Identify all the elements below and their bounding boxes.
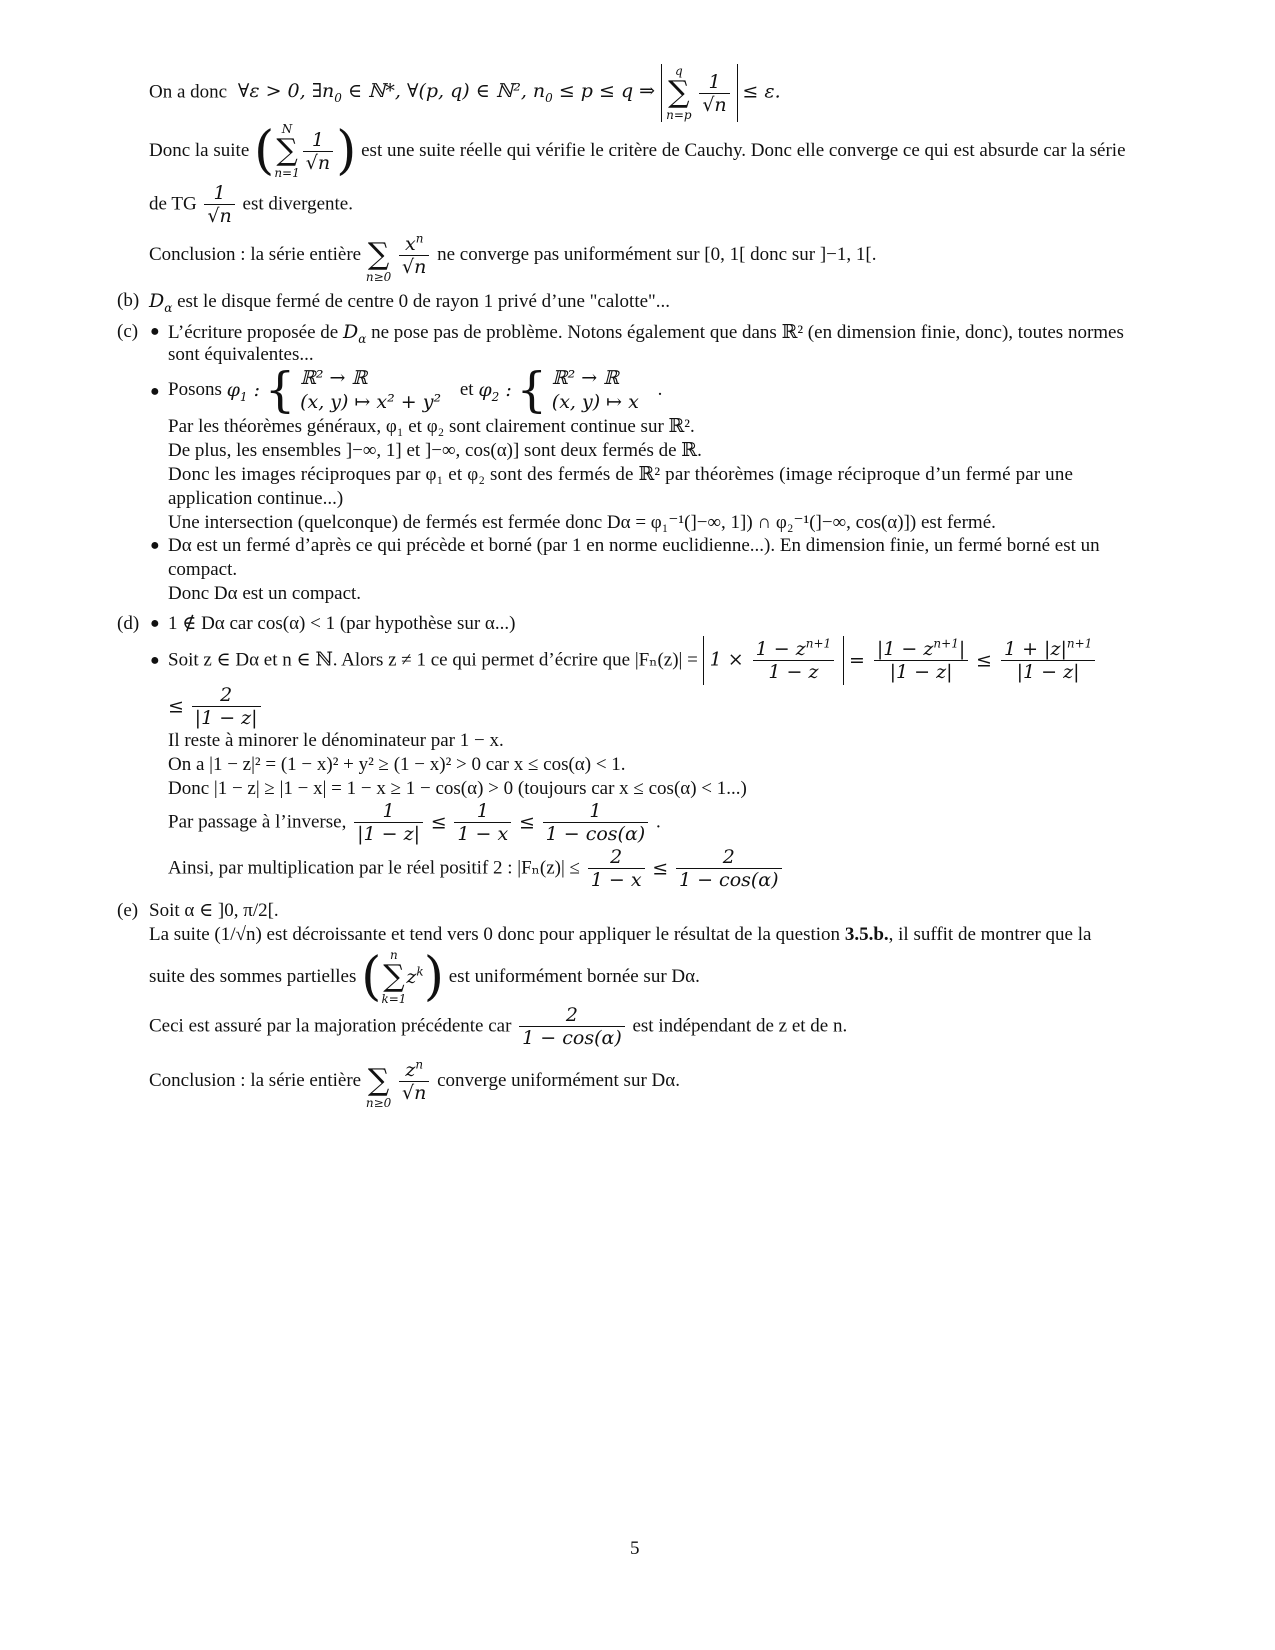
line-b [149,290,670,313]
text-passage-inverse: Par passage à l’inverse, [168,811,347,833]
period: . [657,379,663,400]
paren-left: ( [361,947,382,1007]
fraction-2-1mx: $\frac{2}{1 - x}$ [588,846,645,891]
line-c10: Donc Dα est un compact. [168,583,362,604]
sum-symbol: q ∑ n=p [666,64,692,122]
paren-right: ) [423,947,444,1007]
text-uniformement-bornee: est uniformément bornée sur Dα. [448,966,700,987]
line-c1c: sont équivalentes... [168,344,314,365]
fraction-1-sqrt-n: $\frac{1}{√n}$ [303,129,333,174]
text-de-tg: de TG [149,193,197,215]
text-donc-la-suite: Donc la suite [149,140,250,161]
fraction-zn-sqrt-n: $\frac{z^n}{√n}$ [399,1059,429,1104]
bullet: ● [150,383,160,400]
fraction-1-1mx: $\frac{1}{1 - x}$ [454,800,511,845]
line-e1: Soit α ∈ ]0, π/2[. [149,900,279,921]
math-cauchy: ∀ε > 0, $\exists n_0$ ∈ ℕ*, ∀(p, q) ∈ ℕ², $n_0 \le p \le q$ ⇒ [231,80,662,106]
fraction-1-abs: $\frac{1}{|1 - z|}$ [354,800,423,845]
line-d1: 1 ∉ Dα car cos(α) < 1 (par hypothèse sur α...) [168,613,516,634]
bullet: ● [150,323,160,340]
text-sommes-partielles: suite des sommes partielles [149,966,357,987]
text-c1-b: ne pose pas de problème. Notons également que dans ℝ² (en dimension finie, donc), toutes normes [371,322,1124,343]
math-d-alpha: $D_\alpha$ [149,290,173,315]
label-b: (b) [117,290,140,311]
text-e2-b: , il suffit de montrer que la [888,924,1092,945]
math-le: ≤ [430,811,447,834]
text-est-divergente: est divergente. [242,193,353,215]
text-d2: Soit z ∈ Dα et n ∈ ℕ. Alors z ≠ 1 ce qui permet d’écrire que |Fₙ(z)| = [168,649,698,671]
line-e5 [149,1052,680,1110]
line-e4 [149,1004,847,1049]
bullet: ● [150,652,160,669]
label-e: (e) [117,900,139,921]
line-de-tg [149,182,353,227]
math-abs-fraction: 1 × $\frac{1 - z^{n+1}}{1 - z}$ [703,636,845,685]
line-donc-la-suite [149,122,1126,180]
fraction-2-abs: $\frac{2}{|1 - z|}$ [192,684,261,729]
math-d-alpha: $D_\alpha$ [342,321,367,346]
line-d8 [168,846,785,891]
line-c2-posons [168,362,663,418]
text-question-ref: 3.5.b. [844,924,889,945]
text-cauchy-converge: est une suite réelle qui vérifie le critère de Cauchy. Donc elle converge ce qui est absurde car la série [361,140,1126,161]
math-phi1: $\varphi_1$ : [226,379,261,404]
math-zk: $z^k$ [406,964,424,988]
brace-left: { [264,362,296,418]
period: . [655,811,661,833]
line-d6: Donc |1 − z| ≥ |1 − x| = 1 − x ≥ 1 − cos(α) > 0 (toujours car x ≤ cos(α) < 1...) [168,778,747,799]
line-c8: Dα est un fermé d’après ce qui précède et borné (par 1 en norme euclidienne...). En dimension finie, un fermé borné est un [168,535,1100,556]
line-c9: compact. [168,559,238,580]
math-le: ≤ [168,695,184,718]
text-ceci-assure: Ceci est assuré par la majoration précédente car [149,1015,512,1037]
fraction-2-cos: $\frac{2}{1 - \cos(\alpha)}$ [519,1004,625,1049]
math-le: ≤ [518,811,535,834]
text-independant: est indépendant de z et de n. [632,1015,848,1037]
math-le: ≤ [652,857,669,880]
text-et: et [459,379,474,400]
sum-symbol: N ∑ n=1 [274,122,300,180]
line-c4: De plus, les ensembles ]−∞, 1] et ]−∞, cos(α)] sont deux fermés de ℝ. [168,440,702,461]
line-c5: Donc les images réciproques par φ₁ et φ₂ sont des fermés de ℝ² par théorèmes (image réciproque d’un fermé par une [168,464,1074,485]
line-d5: On a |1 − z|² = (1 − x)² + y² ≥ (1 − x)² > 0 car x ≤ cos(α) < 1. [168,754,626,775]
text-b: est le disque fermé de centre 0 de rayon 1 privé d’une "calotte"... [177,291,671,312]
line-e2 [149,924,1091,946]
math-phi2: $\varphi_2$ : [478,379,512,404]
fraction-abs: $\frac{|1 - z^{n+1}|}{|1 - z|}$ [874,638,968,683]
line-c1 [168,321,1124,344]
line-d3 [168,684,264,729]
line-c6: application continue...) [168,488,344,509]
label-d: (d) [117,613,140,634]
text-ne-converge-pas: ne converge pas uniformément sur [0, 1[ donc sur ]−1, 1[. [437,244,877,265]
line-d4: Il reste à minorer le dénominateur par 1 − x. [168,730,504,751]
sum-symbol: ∑ n≥0 [365,237,392,284]
text-on-a-donc: On a donc [149,81,228,103]
label-c: (c) [117,321,139,342]
text-posons: Posons [168,379,222,400]
line-c7: Une intersection (quelconque) de fermés est fermée donc Dα = φ₁⁻¹(]−∞, 1]) ∩ φ₂⁻¹(]−∞, cos(α)]) est fermé. [168,512,996,533]
line-e3 [149,948,700,1006]
math-equals: = [848,649,871,672]
fraction-1-cos: $\frac{1}{1 - \cos(\alpha)}$ [543,800,649,845]
text-c1-a: L’écriture proposée de [168,322,339,343]
line-cauchy-criterion [149,64,781,122]
text-e2-a: La suite (1/√n) est décroissante et tend vers 0 donc pour appliquer le résultat de la question [149,924,841,945]
text-ainsi: Ainsi, par multiplication par le réel positif 2 : |Fₙ(z)| ≤ [168,857,580,879]
text-conclusion: Conclusion : la série entière [149,244,362,265]
bullet: ● [150,615,160,632]
text-converge-uniformement: converge uniformément sur Dα. [437,1070,680,1091]
fraction-1-sqrt-n: $\frac{1}{√n}$ [699,71,729,116]
fraction-xn-sqrt-n: $\frac{x^n}{√n}$ [399,233,429,278]
page-number: 5 [630,1538,640,1559]
fraction-2-cos: $\frac{2}{1 - \cos(\alpha)}$ [676,846,782,891]
fraction-1-sqrt-n: $\frac{1}{√n}$ [204,182,234,227]
sum-symbol: ∑ n≥0 [365,1063,392,1110]
text-conclusion: Conclusion : la série entière [149,1070,362,1091]
line-d7 [168,800,661,845]
brace-left: { [516,362,548,418]
math-le: ≤ [975,649,998,672]
math-le-eps: ≤ ε. [742,80,781,103]
line-d2 [168,636,1098,685]
paren-right: ) [336,121,357,181]
paren-left: ( [254,121,275,181]
sum-symbol: n ∑ k=1 [381,948,407,1006]
math-phi1-def: ℝ² → ℝ (x, y) ↦ x² + y² [300,367,442,413]
line-c3: Par les théorèmes généraux, φ₁ et φ₂ sont clairement continue sur ℝ². [168,416,695,437]
bullet: ● [150,537,160,554]
math-abs-sum [661,64,738,122]
math-phi2-def: ℝ² → ℝ (x, y) ↦ x [551,367,639,413]
line-conclusion-1 [149,226,876,284]
fraction-abs2: $\frac{1 + |z|^{n+1}}{|1 - z|}$ [1001,638,1095,683]
